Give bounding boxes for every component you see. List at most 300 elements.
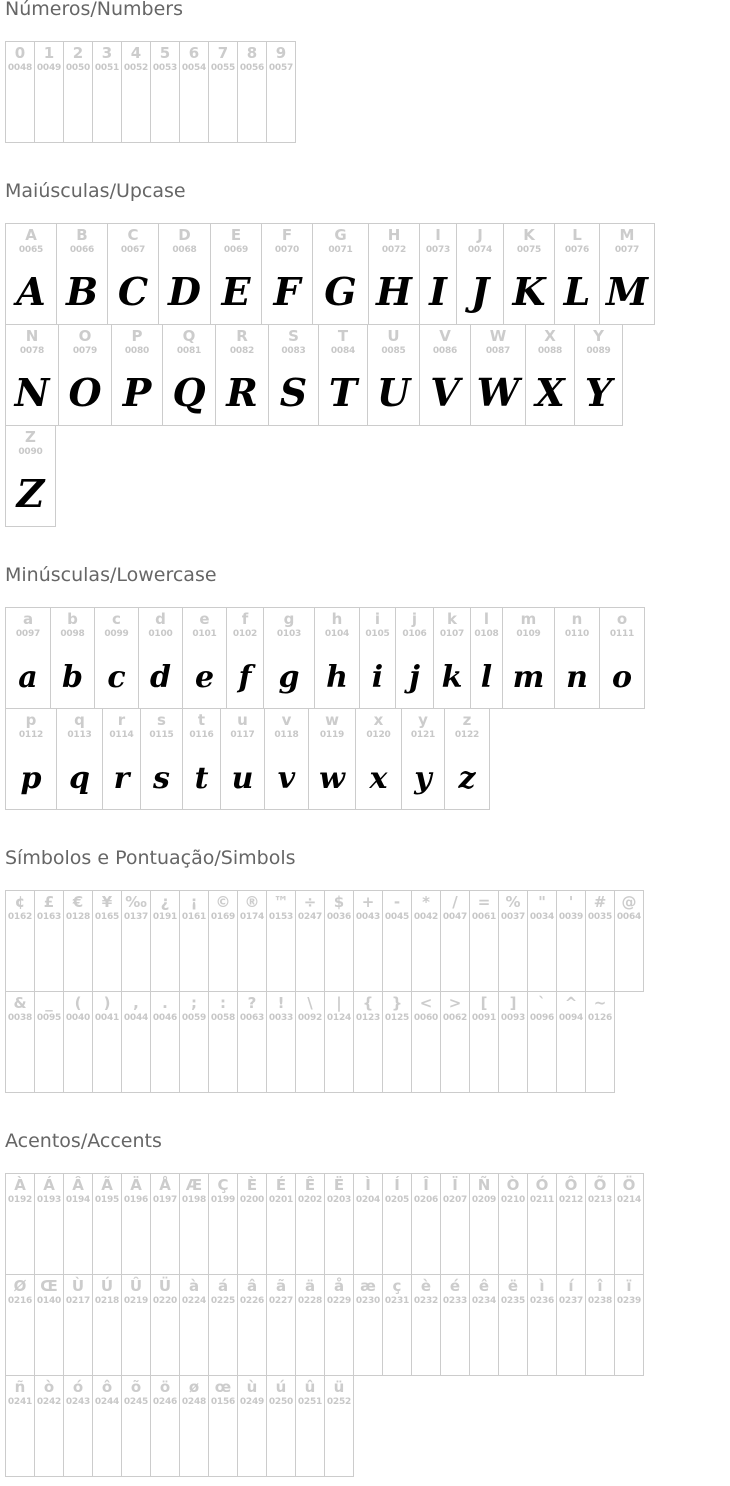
glyph-code: 0096 [529,1013,555,1023]
glyph-char: w [325,711,339,729]
glyph-cell [353,991,383,1093]
glyph-char: & [13,994,27,1012]
glyph-char: ù [246,1378,258,1396]
glyph-cell [261,223,313,325]
glyph-cell [554,223,600,325]
glyph-code: 0191 [152,912,178,922]
glyph-char: W [489,327,507,345]
glyph-sample: m [512,660,545,695]
glyph-code: 0228 [297,1296,323,1306]
glyph-code: 0066 [69,245,95,255]
glyph-cell [208,41,238,143]
glyph-code: 0099 [104,629,129,639]
glyph-code: 0050 [65,63,91,73]
glyph-cell [5,223,57,325]
glyph-char: X [544,327,556,345]
glyph-cell [266,1274,296,1376]
glyph-code: 0238 [587,1296,613,1306]
glyph-char: ì [539,1277,545,1295]
glyph-cell [469,1173,499,1275]
glyph-cell [574,324,623,426]
glyph-cell [503,223,555,325]
glyph-code: 0071 [328,245,353,255]
glyph-char: ™ [273,893,289,911]
glyph-cell [527,890,557,992]
glyph-code: 0113 [67,730,92,740]
glyph-char: h [331,610,343,628]
section-title-symbols: Símbolos e Pontuação/Simbols [5,847,296,869]
glyph-cell [367,324,420,426]
glyph-cell [498,1274,528,1376]
glyph-char: : [220,994,226,1012]
glyph-cell [102,708,141,810]
glyph-row [5,709,645,810]
glyph-char: ó [72,1378,84,1396]
glyph-code: 0193 [36,1195,62,1205]
glyph-char: ê [478,1277,490,1295]
glyph-row [5,890,644,992]
glyph-cell [94,607,139,709]
glyph-char: ] [509,994,517,1012]
glyph-char: Ó [535,1176,549,1194]
glyph-cell [295,1274,325,1376]
glyph-cell [179,41,209,143]
glyph-cell [382,1274,412,1376]
glyph-code: 0059 [181,1013,207,1023]
glyph-code: 0053 [152,63,178,73]
grid-numbers [5,41,296,143]
glyph-cell [215,324,269,426]
glyph-cell [34,991,64,1093]
glyph-cell [150,41,180,143]
glyph-char: V [439,327,451,345]
glyph-cell [469,991,499,1093]
glyph-char: ÷ [303,893,317,911]
glyph-sample: s [153,761,170,796]
glyph-char: 8 [246,44,258,62]
glyph-code: 0082 [229,346,255,356]
glyph-char: # [593,893,607,911]
glyph-char: 1 [43,44,55,62]
glyph-char: Æ [185,1176,203,1194]
glyph-char: H [387,226,401,244]
glyph-code: 0216 [7,1296,33,1306]
glyph-code: 0162 [7,912,33,922]
grid-accents [5,1173,644,1477]
glyph-cell [107,223,159,325]
glyph-char: s [157,711,166,729]
glyph-char: y [418,711,428,729]
glyph-cell [58,324,112,426]
glyph-code: 0048 [7,63,33,73]
glyph-cell [614,1173,644,1275]
glyph-sample: n [566,660,588,695]
glyph-char: é [449,1277,461,1295]
glyph-code: 0237 [558,1296,584,1306]
glyph-cell [208,991,238,1093]
glyph-cell [353,890,383,992]
glyph-cell [208,1274,238,1376]
glyph-cell [158,223,211,325]
glyph-sample: y [414,761,432,796]
glyph-cell [266,890,296,992]
glyph-char: d [155,610,166,628]
glyph-sample: K [512,269,546,314]
glyph-code: 0230 [355,1296,381,1306]
glyph-code: 0125 [384,1013,410,1023]
glyph-code: 0202 [297,1195,323,1205]
glyph-cell [556,1173,586,1275]
glyph-cell [63,1375,93,1477]
glyph-char: ; [191,994,197,1012]
glyph-char: U [387,327,400,345]
glyph-cell [314,607,360,709]
glyph-cell [527,1173,557,1275]
glyph-cell [502,607,555,709]
glyph-cell [295,991,325,1093]
glyph-code: 0038 [7,1013,33,1023]
glyph-char: Y [593,327,604,345]
glyph-cell [498,1173,528,1275]
glyph-char: | [336,994,342,1012]
glyph-code: 0124 [326,1013,352,1023]
glyph-cell [440,1274,470,1376]
glyph-char: è [420,1277,432,1295]
glyph-code: 0049 [36,63,62,73]
glyph-code: 0039 [558,912,584,922]
glyph-cell [470,607,503,709]
glyph-char: 9 [275,44,287,62]
glyph-code: 0075 [516,245,542,255]
glyph-cell [121,991,151,1093]
glyph-char: 2 [72,44,84,62]
glyph-char: x [373,711,384,729]
glyph-sample: V [430,370,460,415]
glyph-char: û [304,1378,316,1396]
glyph-code: 0123 [355,1013,381,1023]
glyph-code: 0078 [19,346,45,356]
glyph-cell [456,223,504,325]
glyph-cell [355,708,402,810]
glyph-code: 0090 [18,447,43,457]
glyph-char: ~ [593,994,607,1012]
glyph-code: 0244 [94,1397,120,1407]
glyph-char: N [25,327,39,345]
glyph-char: ( [74,994,82,1012]
glyph-cell [324,890,354,992]
glyph-cell [599,607,645,709]
glyph-cell [401,708,445,810]
glyph-cell [312,223,369,325]
glyph-code: 0219 [123,1296,149,1306]
glyph-cell [121,1274,151,1376]
glyph-char: g [283,610,295,628]
glyph-cell [295,890,325,992]
glyph-cell [5,708,57,810]
glyph-code: 0234 [471,1296,497,1306]
glyph-cell [5,890,35,992]
glyph-code: 0068 [172,245,197,255]
grid-symbols [5,890,644,1093]
glyph-cell [56,708,103,810]
glyph-code: 0110 [564,629,590,639]
glyph-sample: D [168,269,201,314]
glyph-cell [182,708,221,810]
glyph-row [5,1376,644,1477]
glyph-code: 0102 [232,629,258,639]
glyph-cell [92,991,122,1093]
glyph-code: 0051 [94,63,120,73]
glyph-char: { [362,994,374,1012]
glyph-code: 0088 [537,346,563,356]
glyph-char: C [127,226,139,244]
glyph-code: 0241 [7,1397,33,1407]
glyph-code: 0165 [94,912,120,922]
glyph-code: 0056 [239,63,265,73]
glyph-cell [179,1173,209,1275]
glyph-char: z [462,711,472,729]
glyph-char: Å [159,1176,171,1194]
glyph-char: ä [304,1277,316,1295]
glyph-sample: A [16,269,46,314]
glyph-cell [150,1173,180,1275]
glyph-char: Ö [622,1176,636,1194]
glyph-cell [179,1375,209,1477]
glyph-cell [585,1274,615,1376]
glyph-code: 0080 [124,346,150,356]
glyph-cell [440,991,470,1093]
glyph-cell [121,1375,151,1477]
glyph-code: 0245 [123,1397,149,1407]
glyph-char: Û [129,1277,143,1295]
glyph-char: Ë [333,1176,345,1194]
glyph-cell [150,890,180,992]
glyph-code: 0104 [324,629,350,639]
glyph-char: È [246,1176,258,1194]
glyph-char: á [217,1277,229,1295]
glyph-cell [150,1274,180,1376]
glyph-code: 0044 [123,1013,149,1023]
glyph-cell [525,324,575,426]
glyph-cell [5,607,51,709]
glyph-code: 0249 [239,1397,265,1407]
glyph-cell [63,890,93,992]
glyph-sample: Q [172,370,206,415]
glyph-sample: e [194,660,215,695]
glyph-cell [210,223,262,325]
glyph-char: ú [275,1378,287,1396]
glyph-char: P [131,327,143,345]
glyph-sample: o [611,660,632,695]
glyph-char: ¥ [101,893,113,911]
glyph-cell [585,1173,615,1275]
glyph-char: " [538,893,546,911]
glyph-code: 0074 [467,245,493,255]
glyph-code: 0086 [432,346,458,356]
glyph-code: 0203 [326,1195,352,1205]
glyph-cell [237,1173,267,1275]
glyph-char: Ñ [477,1176,491,1194]
glyph-code: 0243 [65,1397,91,1407]
glyph-code: 0207 [442,1195,468,1205]
glyph-code: 0098 [60,629,85,639]
glyph-char: â [246,1277,258,1295]
glyph-code: 0069 [223,245,249,255]
glyph-row [5,1173,644,1275]
glyph-code: 0218 [94,1296,120,1306]
glyph-code: 0105 [365,629,390,639]
glyph-cell [382,991,412,1093]
glyph-cell [324,1375,354,1477]
glyph-sample: q [69,761,90,796]
glyph-char: î [597,1277,603,1295]
glyph-cell [121,41,151,143]
glyph-code: 0091 [471,1013,497,1023]
glyph-char: K [523,226,535,244]
glyph-char: i [374,610,381,628]
glyph-cell [614,1274,644,1376]
glyph-code: 0093 [500,1013,526,1023]
glyph-code: 0195 [94,1195,120,1205]
glyph-code: 0100 [148,629,173,639]
glyph-cell [140,708,183,810]
glyph-sample: c [107,660,126,695]
glyph-char: n [571,610,583,628]
glyph-char: F [281,226,293,244]
glyph-code: 0033 [268,1013,294,1023]
glyph-code: 0052 [123,63,149,73]
glyph-cell [469,890,499,992]
glyph-code: 0197 [152,1195,178,1205]
glyph-char: T [337,327,349,345]
glyph-cell [411,991,441,1093]
glyph-char: œ [214,1378,232,1396]
glyph-char: à [188,1277,200,1295]
glyph-cell [527,1274,557,1376]
glyph-code: 0103 [276,629,302,639]
glyph-char: å [333,1277,345,1295]
glyph-char: Î [423,1176,429,1194]
glyph-char: a [22,610,34,628]
glyph-cell [308,708,356,810]
glyph-cell [150,991,180,1093]
glyph-char: ^ [564,994,578,1012]
glyph-char: k [447,610,457,628]
glyph-char: ô [101,1378,113,1396]
glyph-char: j [411,610,418,628]
glyph-cell [5,1375,35,1477]
glyph-char: = [477,893,491,911]
glyph-sample: S [279,370,308,415]
glyph-char: ü [333,1378,345,1396]
glyph-char: Q [182,327,196,345]
glyph-char: Ü [158,1277,172,1295]
glyph-char: J [477,226,483,244]
glyph-sample: W [476,370,520,415]
glyph-char: * [422,893,430,911]
glyph-sample: I [429,269,447,314]
glyph-char: í [568,1277,574,1295]
glyph-sample: C [117,269,149,314]
glyph-code: 0204 [355,1195,381,1205]
glyph-char: G [334,226,347,244]
glyph-code: 0047 [442,912,468,922]
glyph-char: L [572,226,582,244]
glyph-char: ò [43,1378,55,1396]
glyph-sample: x [369,761,388,796]
glyph-code: 0092 [297,1013,323,1023]
glyph-code: 0248 [181,1397,207,1407]
glyph-char: [ [480,994,488,1012]
glyph-char: 5 [159,44,171,62]
glyph-cell [179,991,209,1093]
glyph-code: 0108 [474,629,499,639]
glyph-cell [63,1274,93,1376]
glyph-cell [585,890,615,992]
glyph-cell [5,1274,35,1376]
glyph-code: 0220 [152,1296,178,1306]
glyph-char: 3 [101,44,113,62]
glyph-char: Z [25,428,36,446]
glyph-code: 0037 [500,912,526,922]
glyph-code: 0107 [439,629,465,639]
glyph-cell [419,324,471,426]
glyph-sample: z [458,761,476,796]
glyph-char: A [25,226,37,244]
glyph-sample: H [376,269,412,314]
glyph-code: 0043 [355,912,381,922]
glyph-char: ö [159,1378,171,1396]
glyph-sample: Z [16,471,45,516]
glyph-char: Ò [506,1176,520,1194]
glyph-sample: U [376,370,411,415]
glyph-cell [220,708,265,810]
glyph-code: 0036 [326,912,352,922]
glyph-cell [266,991,296,1093]
glyph-cell [34,1375,64,1477]
glyph-cell [324,1274,354,1376]
glyph-char: / [452,893,458,911]
glyph-code: 0247 [297,912,323,922]
glyph-code: 0199 [210,1195,236,1205]
glyph-cell [411,1274,441,1376]
glyph-cell [440,1173,470,1275]
glyph-code: 0112 [18,730,44,740]
glyph-cell [237,41,267,143]
glyph-char: Â [72,1176,84,1194]
glyph-cell [266,41,296,143]
glyph-char: _ [45,994,53,1012]
glyph-char: . [162,994,168,1012]
glyph-cell [121,890,151,992]
glyph-code: 0198 [181,1195,207,1205]
glyph-char: B [76,226,88,244]
glyph-code: 0242 [36,1397,62,1407]
glyph-cell [554,607,600,709]
glyph-cell [34,1274,64,1376]
glyph-char: 4 [130,44,142,62]
glyph-cell [5,41,35,143]
glyph-sample: J [471,269,489,314]
glyph-char: R [236,327,248,345]
glyph-code: 0060 [413,1013,439,1023]
glyph-sample: t [194,761,209,796]
glyph-char: e [199,610,210,628]
glyph-code: 0212 [558,1195,584,1205]
glyph-code: 0153 [268,912,294,922]
glyph-code: 0055 [210,63,236,73]
glyph-char: Ï [452,1176,458,1194]
